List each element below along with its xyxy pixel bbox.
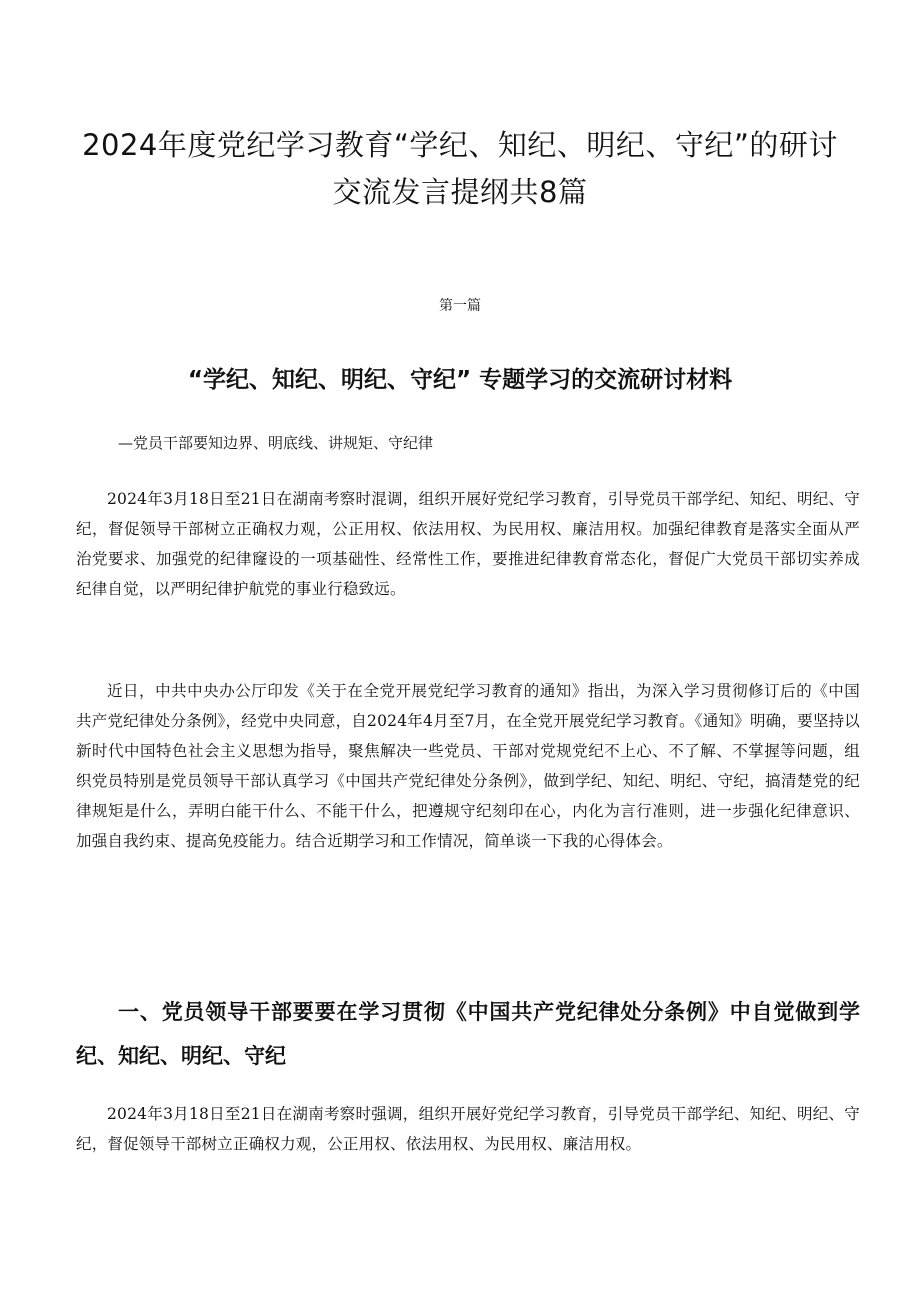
- body-paragraph: 2024年3月18日至21日在湖南考察时强调，组织开展好党纪学习教育，引导党员干部学纪、知纪、明纪、守纪，督促领导干部树立正确权力观，公正用权、依法用权、为民用权、廉洁用权。: [76, 1105, 860, 1153]
- body-paragraph: 2024年3月18日至21日在湖南考察时混调，组织开展好党纪学习教育，引导党员干部学纪、知纪、明纪、守纪，督促领导干部树立正确权力观，公正用权、依法用权、为民用权、廉洁用权。加强纪律教育是落实全面从严治党要求、加强党的纪律窿设的一项基础性、经常性工作，要推进纪律教育常态化，督促广大党员干部切实养成纪律自觉，以严明纪律护航党的事业行稳致远。: [76, 490, 860, 598]
- section-title: “学纪、知纪、明纪、守纪” 专题学习的交流研讨材料: [187, 367, 733, 393]
- document-title: 2024年度党纪学习教育“学纪、知纪、明纪、守纪”的研讨交流发言提纲共8篇: [82, 128, 838, 209]
- body-paragraph: 近日，中共中央办公厅印发《关于在全党开展党纪学习教育的通知》指出，为深入学习贯彻修订后的《中国共产党纪律处分条例》，经党中央同意，自2024年4月至7月，在全党开展党纪学习教育。《通知》明确，要坚持以新时代中国特色社会主义思想为指导，聚焦解决一些党员、干部对党规党纪不上心、不了解、不掌握等问题，组织党员特别是党员领导干部认真学习《中国共产党纪律处分条例》，做到学纪、知纪、明纪、守纪，搞清楚党的纪律规矩是什么，弄明白能干什么、不能干什么，把遵规守纪刻印在心，内化为言行准则，进一步强化纪律意识、加强自我约束、提高免疫能力。结合近期学习和工作情况，简单谈一下我的心得体会。: [76, 682, 860, 850]
- part-label: 第一篇: [439, 298, 481, 314]
- section-subtitle: —党员干部要知边界、明底线、讲规矩、守纪律: [118, 434, 434, 452]
- heading-level-1: 一、党员领导干部要要在学习贯彻《中国共产党纪律处分条例》中自觉做到学纪、知纪、明纪、守纪: [76, 1000, 860, 1068]
